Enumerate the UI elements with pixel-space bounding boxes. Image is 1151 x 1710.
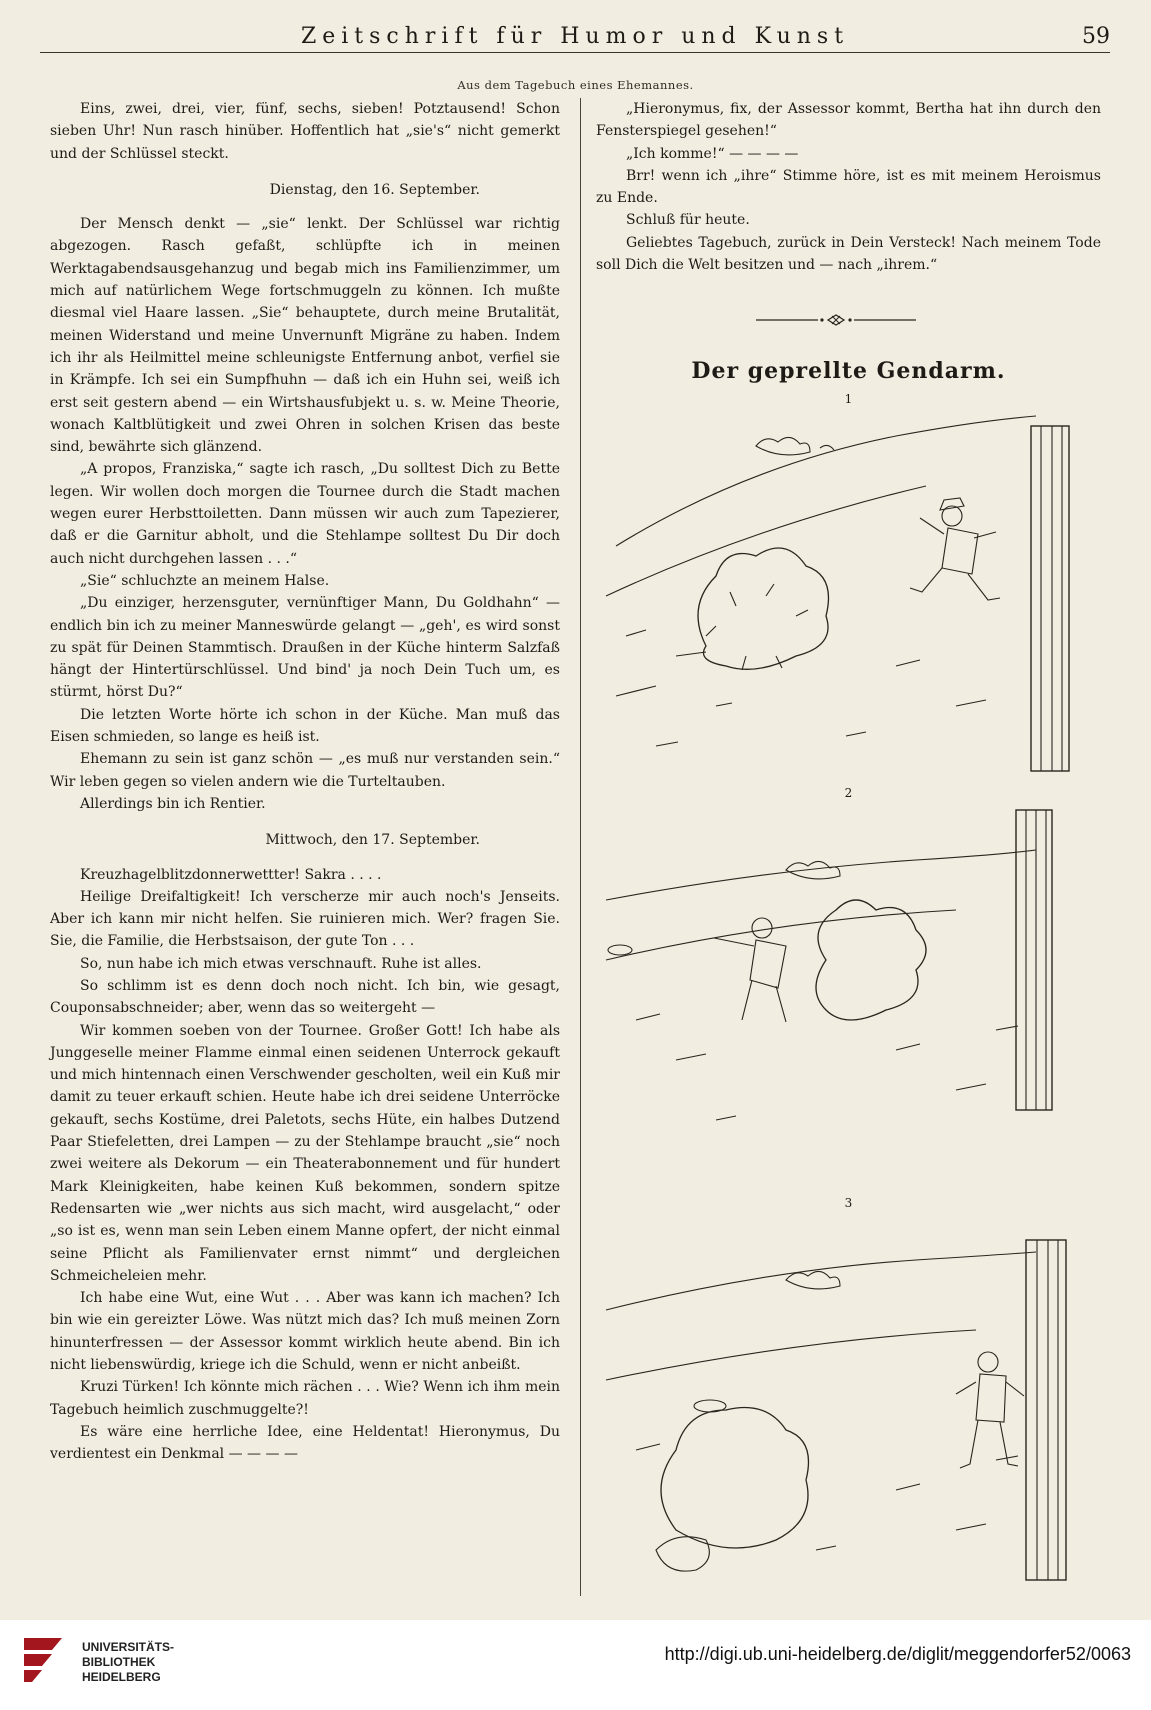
- paragraph: „Hieronymus, fix, der Assessor kommt, Bertha hat ihn durch den Fensterspiegel gesehen!“: [596, 101, 1101, 140]
- running-title: Zeitschrift für Humor und Kunst: [300, 24, 850, 49]
- column-divider: [580, 98, 581, 1596]
- paragraph: „Ich komme!“ — — — —: [626, 145, 799, 162]
- paragraph: Wir kommen soeben von der Tournee. Großer Gott! Ich habe als Junggeselle meiner Flamme einmal einen seidenen Unterrock gekauft und mich hintennach einen Verschwender gescholten, weil ein Kuß mir damit zu teuer erkauft schien. Heute habe ich drei seidene Unterröcke gekauft, sechs Kostüme, drei Paletots, sechs Hüte, ein halbes Dutzend Paar Stiefeletten, drei Lampen — zu der Stehlampe braucht „sie“ noch zwei weitere als Dekorum — ein Theaterabonnement und für hundert Mark Kleinigkeiten, habe keinen Kuß bekommen, sondern spitze Redensarten wie „wer nichts aus sich macht, wird ausgelacht,“ oder „so ist es, wenn man sein Leben einem Manne opfert, der nicht einmal seine Pflicht als Familienvater ernst nimmt“ und dergleichen Schmeicheleien mehr.: [50, 1022, 560, 1284]
- running-head: [40, 22, 1110, 53]
- comic-panel-1: [596, 392, 1101, 772]
- panel-label-1: 1: [844, 392, 853, 406]
- comic-panel-3: [596, 1196, 1101, 1596]
- paragraph: Eins, zwei, drei, vier, fünf, sechs, sieben! Potztausend! Schon sieben Uhr! Nun rasch hinüber. Hoffentlich hat „sie's“ nicht gemerkt und der Schlüssel steckt.: [50, 101, 560, 162]
- page-number: 59: [1082, 24, 1110, 49]
- panel-1-illustration: [596, 406, 1101, 776]
- right-text-column: [596, 98, 1101, 276]
- paragraph: Ich habe eine Wut, eine Wut . . . Aber was kann ich machen? Ich bin wie ein gereizter Löwe. Was nützt mich das? Ich muß meinen Zorn hinunterfressen — der Assessor kommt wirklich heute abend. Bin ich nicht liebenswürdig, kriege ich die Schuld, wenn er nicht anbeißt.: [50, 1290, 560, 1374]
- paragraph: Es wäre eine herrliche Idee, eine Heldentat! Hieronymus, Du verdientest ein Denkmal — — — —: [50, 1423, 560, 1463]
- paragraph: Ehemann zu sein ist ganz schön — „es muß nur verstanden sein.“ Wir leben gegen so vielen andern wie die Turteltauben.: [50, 751, 560, 790]
- library-seal-icon: [18, 1634, 74, 1694]
- panel-label-3: 3: [844, 1196, 853, 1210]
- paragraph: Geliebtes Tagebuch, zurück in Dein Versteck! Nach meinem Tode soll Dich die Welt besitzen und — nach „ihrem.“: [596, 234, 1101, 274]
- paragraph: „Du einziger, herzensguter, vernünftiger Mann, Du Goldhahn“ — endlich bin ich zu meiner Manneswürde gelangt — „geh', es wird sonst zu spät für Deinen Stammtisch. Draußen in der Küche hinterm Salzfaß hängt der Hintertürschlüssel. Und bind' ja noch Dein Tuch um, es stürmt, hörst Du?“: [50, 595, 560, 701]
- left-text-column: [50, 98, 560, 1466]
- paragraph: Kruzi Türken! Ich könnte mich rächen . . . Wie? Wenn ich ihm mein Tagebuch heimlich zuschmuggelte?!: [50, 1379, 560, 1418]
- paragraph: Kreuzhagelblitzdonnerwettter! Sakra . . . .: [80, 866, 382, 883]
- comic-panel-2: [596, 786, 1101, 1166]
- library-logo-text: [82, 1640, 174, 1685]
- footer-bar: [0, 1620, 1151, 1710]
- logo-line-2: BIBLIOTHEK: [82, 1655, 156, 1669]
- panel-2-illustration: [596, 800, 1101, 1170]
- library-logo: [18, 1634, 278, 1694]
- paragraph: „Sie“ schluchzte an meinem Halse.: [80, 572, 330, 589]
- diary-date-heading: Mittwoch, den 17. September.: [265, 832, 480, 849]
- paragraph: Heilige Dreifaltigkeit! Ich verscherze mir auch noch's Jenseits. Aber ich kann mir nicht helfen. Sie ruinieren mich. Wer? fragen Sie. Sie, die Familie, die Herbstsaison, der gute Ton . . .: [50, 888, 560, 950]
- panel-3-illustration: [596, 1210, 1101, 1600]
- paragraph: So schlimm ist es denn doch noch nicht. Ich bin, wie gesagt, Couponsabschneider; aber, wenn das so weitergeht —: [50, 977, 560, 1017]
- article-subhead: Aus dem Tagebuch eines Ehemannes.: [457, 78, 694, 92]
- source-url[interactable]: http://digi.ub.uni-heidelberg.de/diglit/meggendorfer52/0063: [664, 1644, 1131, 1664]
- panel-label-2: 2: [844, 786, 853, 800]
- paragraph: Die letzten Worte hörte ich schon in der Küche. Man muß das Eisen schmieden, so lange es heiß ist.: [50, 706, 560, 746]
- story-title: Der geprellte Gendarm.: [691, 358, 1006, 384]
- paragraph: Der Mensch denkt — „sie“ lenkt. Der Schlüssel war richtig abgezogen. Rasch gefaßt, schlüpfte ich in meinen Werktagabendsausgehanzug und begab mich ins Familienzimmer, um mich auf natürlichem Wege fortschmuggeln zu können. Ich mußte diesmal viel Haare lassen. „Sie“ behauptete, durch meine Brutalität, meinen Widerstand und meine Unvernunft Migräne zu haben. Indem ich ihr als Heilmittel meine schleunigste Entfernung anbot, verfiel sie in Krämpfe. Ich sei ein Sumpfhuhn — daß ich ein Huhn sei, weiß ich erst seit gestern abend — ein Wirtshausfubjekt u. s. w. Meine Theorie, wonach Kaltblütigkeit und zwei Ohren in solchen Krisen das beste sind, bewährte sich glänzend.: [50, 216, 560, 456]
- ornament-divider: [756, 312, 916, 328]
- logo-line-1: UNIVERSITÄTS-: [82, 1640, 175, 1654]
- logo-line-3: HEIDELBERG: [82, 1670, 161, 1684]
- paragraph: „A propos, Franziska,“ sagte ich rasch, „Du solltest Dich zu Bette legen. Wir wollen doch morgen die Tournee durch die Stadt machen wegen eurer Herbsttoiletten. Dann müssen wir auch zum Tapezierer, daß er die Garnitur abholt, und die Stehlampe solltest Du Dir doch auch nicht durchgehen lassen . . .“: [50, 461, 560, 567]
- paragraph: So, nun habe ich mich etwas verschnauft. Ruhe ist alles.: [80, 955, 482, 972]
- paragraph: Schluß für heute.: [626, 212, 750, 229]
- paragraph: Brr! wenn ich „ihre“ Stimme höre, ist es mit meinem Heroismus zu Ende.: [596, 167, 1101, 207]
- diary-date-heading: Dienstag, den 16. September.: [269, 181, 480, 198]
- paragraph: Allerdings bin ich Rentier.: [80, 795, 266, 812]
